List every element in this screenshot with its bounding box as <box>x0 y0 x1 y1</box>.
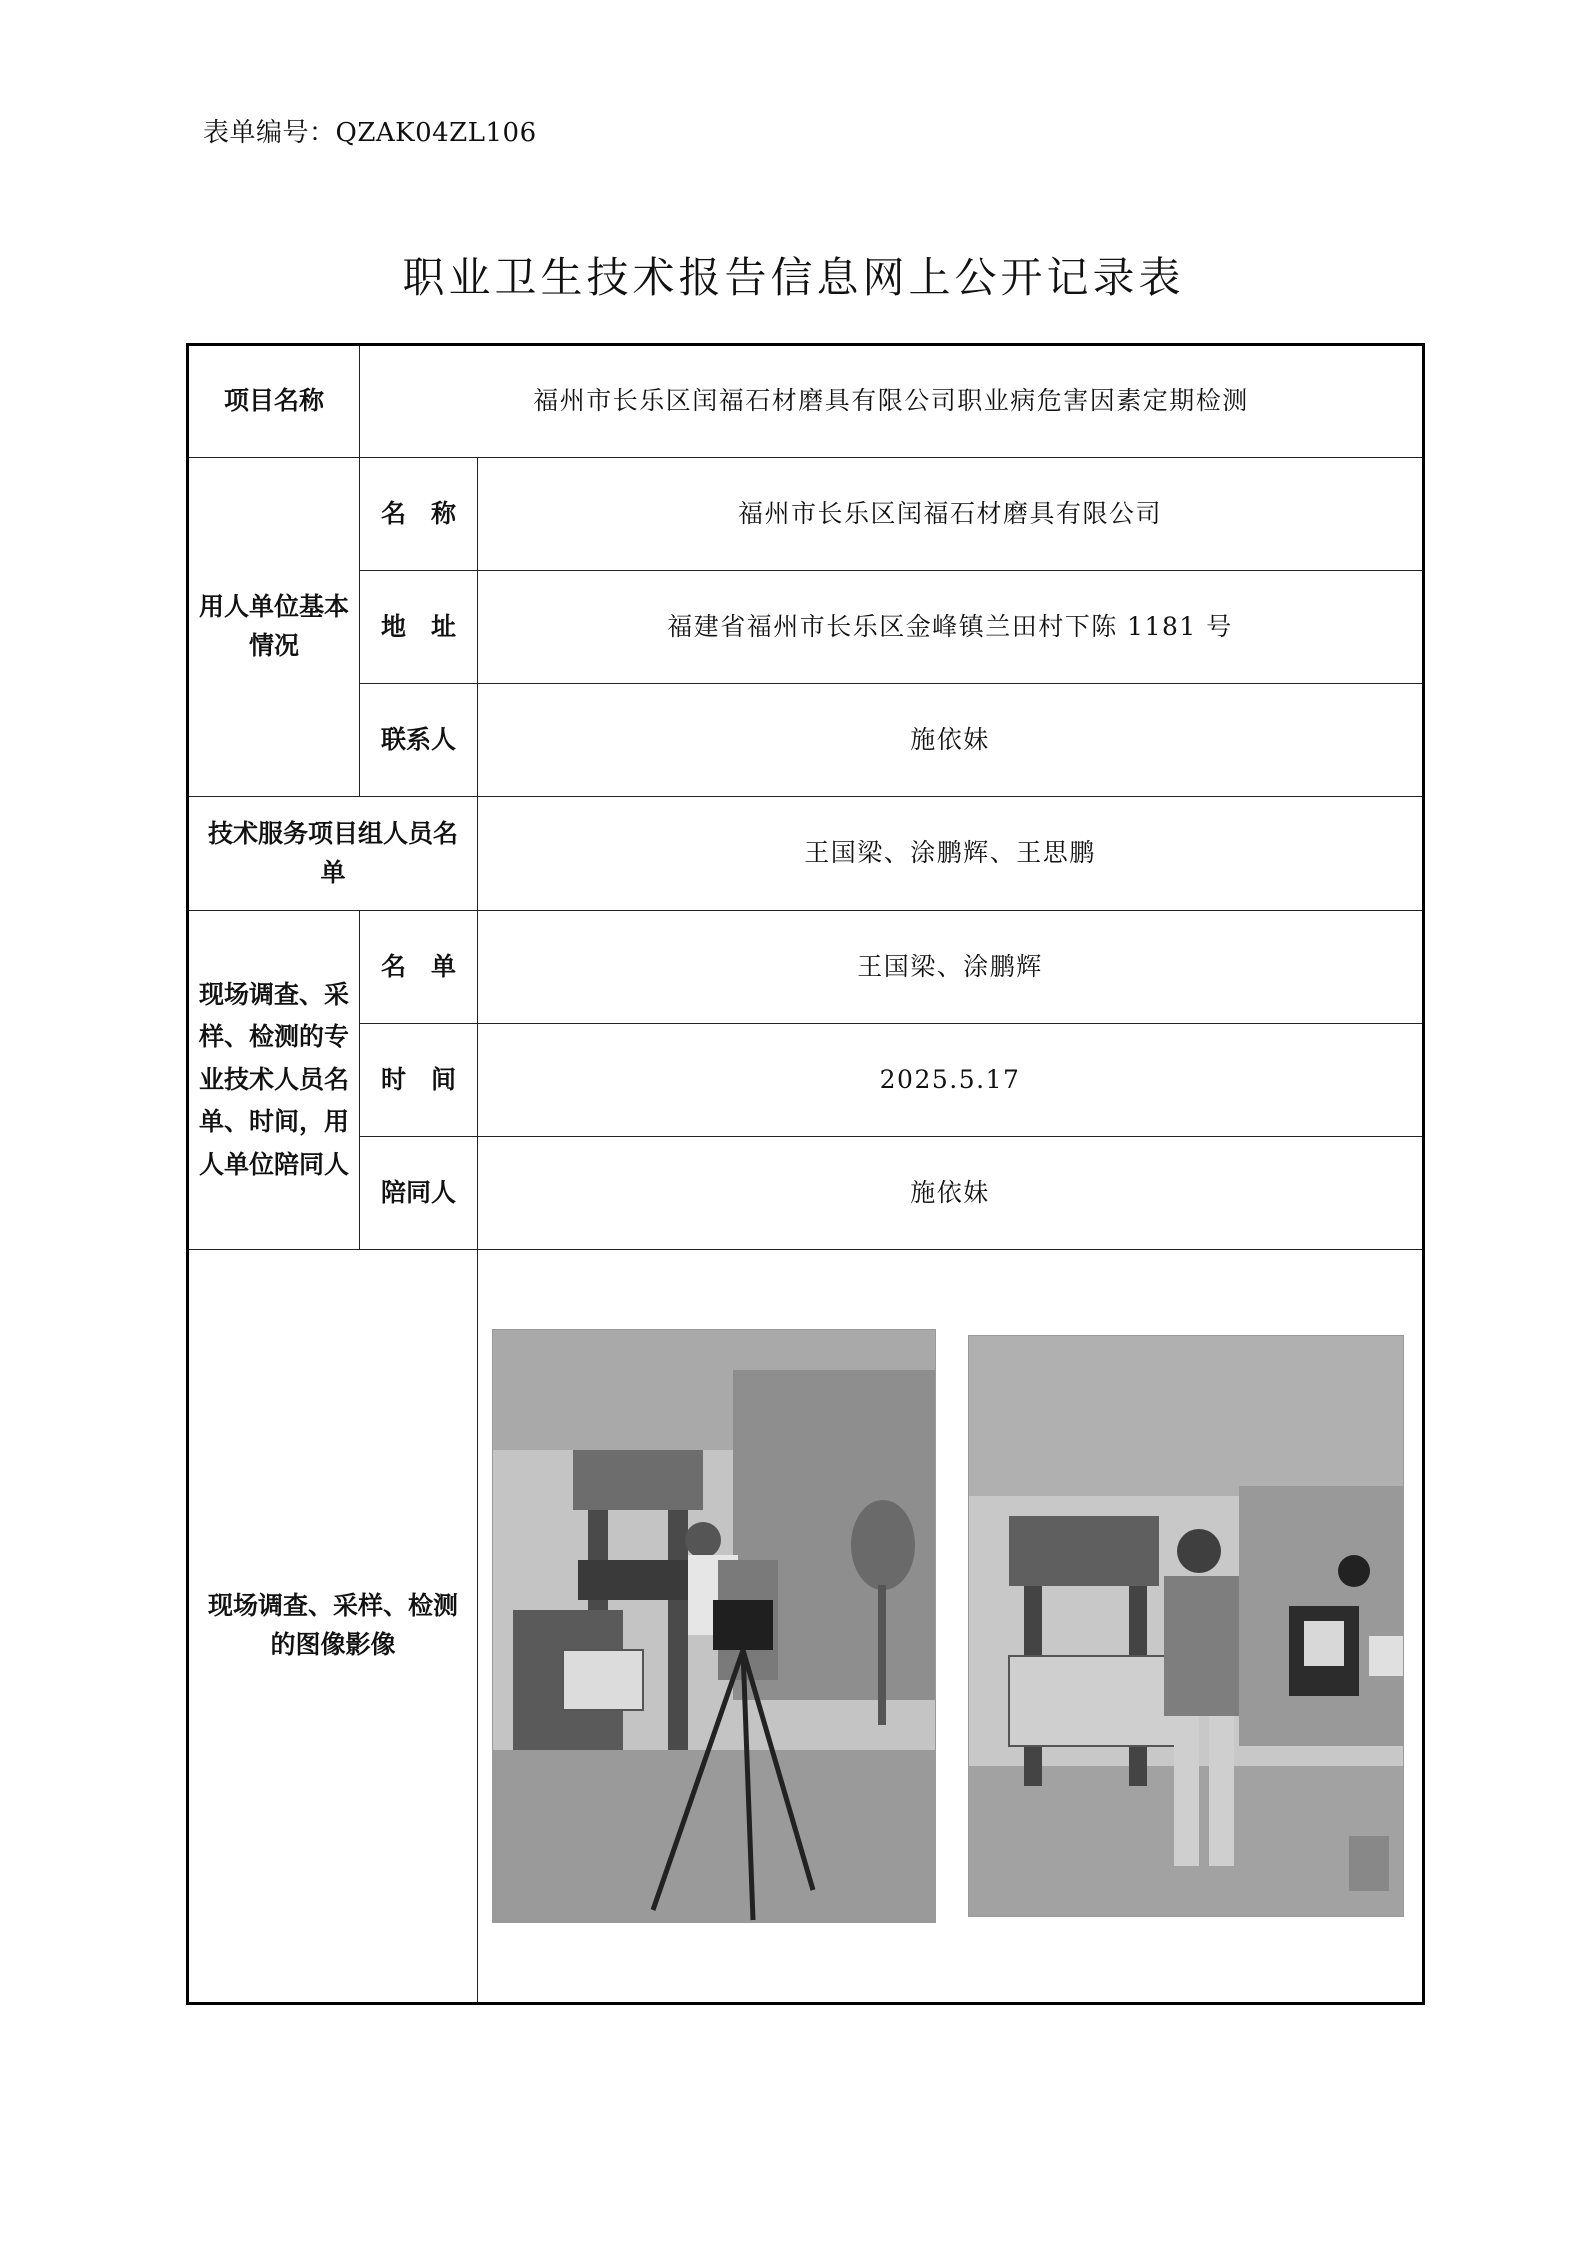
survey-label: 现场调查、采样、检测的专业技术人员名单、时间，用人单位陪同人 <box>188 911 360 1250</box>
record-table <box>186 343 1425 2005</box>
project-name-value: 福州市长乐区闰福石材磨具有限公司职业病危害因素定期检测 <box>360 345 1424 458</box>
site-photo-sampling-tripod <box>492 1329 936 1923</box>
employer-label: 用人单位基本情况 <box>188 458 360 797</box>
employer-contact-label: 联系人 <box>360 684 478 797</box>
form-number: 表单编号：QZAK04ZL106 <box>203 118 537 148</box>
row-survey-names <box>188 911 1424 1024</box>
survey-time-label: 时 间 <box>360 1024 478 1137</box>
survey-time-value: 2025.5.17 <box>478 1024 1424 1137</box>
survey-escort-label: 陪同人 <box>360 1137 478 1250</box>
document-title: 职业卫生技术报告信息网上公开记录表 <box>402 253 1185 302</box>
row-project-name <box>188 345 1424 458</box>
row-employer-address <box>188 571 1424 684</box>
site-photo-handheld-meter <box>968 1335 1404 1917</box>
row-survey-time <box>188 1024 1424 1137</box>
team-label: 技术服务项目组人员名单 <box>188 797 478 911</box>
project-name-label: 项目名称 <box>188 345 360 458</box>
images-cell <box>478 1250 1424 2004</box>
row-employer-contact <box>188 684 1424 797</box>
team-value: 王国梁、涂鹏辉、王思鹏 <box>478 797 1424 911</box>
row-images <box>188 1250 1424 2004</box>
images-label: 现场调查、采样、检测的图像影像 <box>188 1250 478 2004</box>
employer-contact-value: 施依妹 <box>478 684 1424 797</box>
row-team <box>188 797 1424 911</box>
employer-address-label: 地 址 <box>360 571 478 684</box>
employer-address-value: 福建省福州市长乐区金峰镇兰田村下陈 1181 号 <box>478 571 1424 684</box>
row-survey-escort <box>188 1137 1424 1250</box>
survey-names-value: 王国梁、涂鹏辉 <box>478 911 1424 1024</box>
survey-escort-value: 施依妹 <box>478 1137 1424 1250</box>
row-employer-name <box>188 458 1424 571</box>
photo-gallery <box>478 1329 1422 1923</box>
employer-name-value: 福州市长乐区闰福石材磨具有限公司 <box>478 458 1424 571</box>
employer-name-label: 名 称 <box>360 458 478 571</box>
survey-names-label: 名 单 <box>360 911 478 1024</box>
